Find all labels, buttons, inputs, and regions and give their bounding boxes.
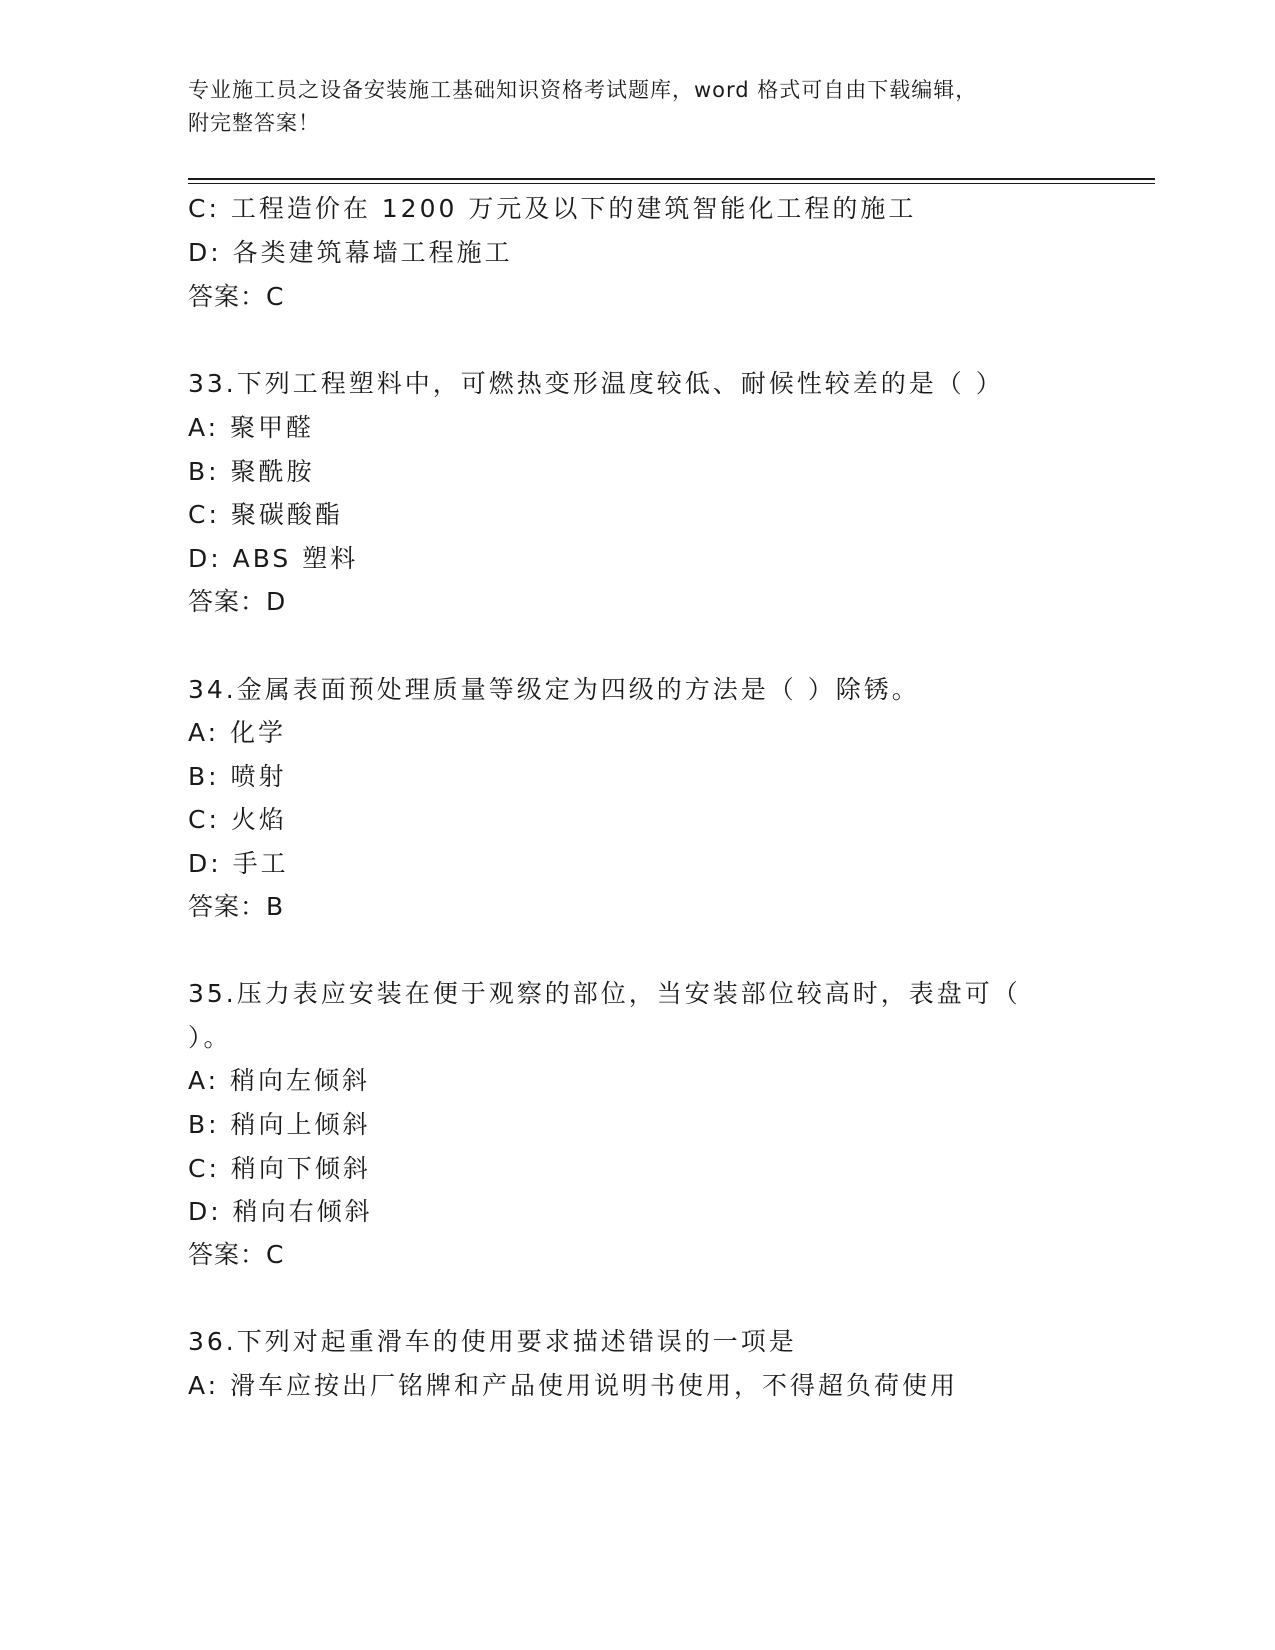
q34-option-c: C: 火焰: [188, 805, 287, 834]
q35-question-line-1: 35.压力表应安装在便于观察的部位，当安装部位较高时，表盘可（: [188, 979, 1021, 1008]
header-line-2: 附完整答案！: [188, 111, 320, 135]
q35-option-d: D: 稍向右倾斜: [188, 1197, 373, 1226]
q33-question: 33.下列工程塑料中，可燃热变形温度较低、耐候性较差的是（ ）: [188, 369, 1004, 398]
prev-option-d: D: 各类建筑幕墙工程施工: [188, 238, 513, 267]
q34-answer: 答案：B: [188, 892, 285, 921]
q36-question: 36.下列对起重滑车的使用要求描述错误的一项是: [188, 1327, 797, 1356]
q33-option-b: B: 聚酰胺: [188, 457, 315, 486]
q34-option-b: B: 喷射: [188, 762, 287, 791]
q35-question-line-2: ）。: [188, 1023, 232, 1052]
header-divider-thin: [188, 183, 1155, 184]
q35-option-c: C: 稍向下倾斜: [188, 1154, 371, 1183]
document-header: [188, 74, 1068, 140]
q33-option-d: D: ABS 塑料: [188, 544, 359, 573]
q35-option-b: B: 稍向上倾斜: [188, 1110, 371, 1139]
q36-option-a: A: 滑车应按出厂铭牌和产品使用说明书使用，不得超负荷使用: [188, 1371, 959, 1400]
q33-option-a: A: 聚甲醛: [188, 413, 315, 442]
q34-option-a: A: 化学: [188, 718, 287, 747]
q35-answer: 答案：C: [188, 1240, 285, 1269]
header-line-1: 专业施工员之设备安装施工基础知识资格考试题库，word 格式可自由下载编辑，: [188, 78, 978, 102]
q33-answer: 答案：D: [188, 587, 287, 616]
q35-option-a: A: 稍向左倾斜: [188, 1066, 371, 1095]
header-divider-thick: [188, 178, 1155, 180]
q33-option-c: C: 聚碳酸酯: [188, 500, 343, 529]
prev-answer: 答案：C: [188, 282, 285, 311]
prev-option-c: C: 工程造价在 1200 万元及以下的建筑智能化工程的施工: [188, 194, 917, 223]
q34-question: 34.金属表面预处理质量等级定为四级的方法是（ ）除锈。: [188, 675, 920, 704]
q34-option-d: D: 手工: [188, 849, 289, 878]
